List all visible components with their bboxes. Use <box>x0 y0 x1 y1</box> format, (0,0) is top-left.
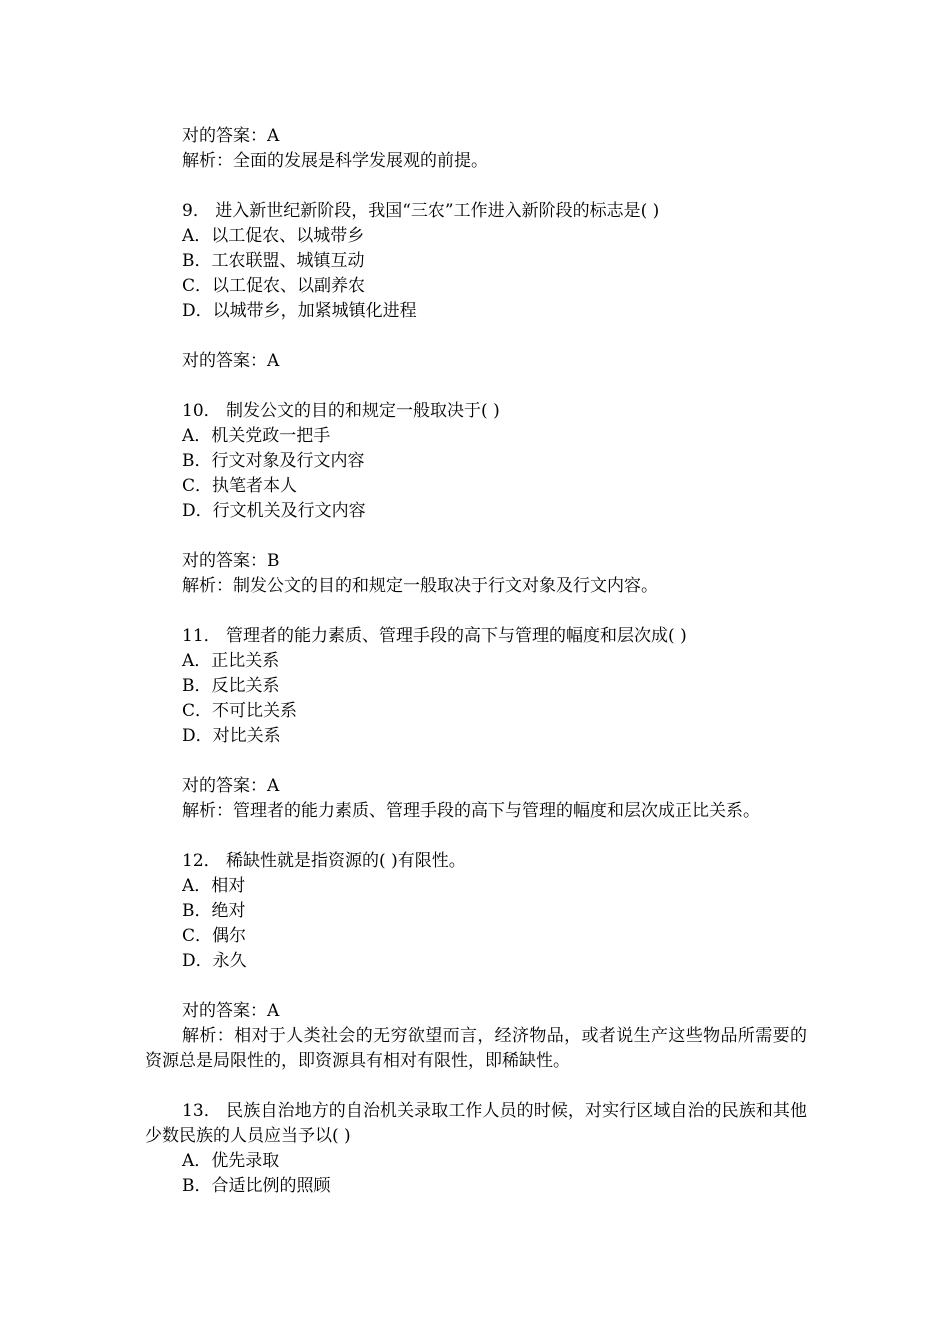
question-11: 11． 管理者的能力素质、管理手段的高下与管理的幅度和层次成( ) <box>182 626 687 646</box>
question-9: 9． 进入新世纪新阶段，我国“三农”工作进入新阶段的标志是( ) <box>182 201 660 221</box>
question-10: 10． 制发公文的目的和规定一般取决于( ) <box>182 401 500 421</box>
analysis-paragraph: 解析：相对于人类社会的无穷欲望而言，经济物品，或者说生产这些物品所需要的资源总是局限性的，即资源具有相对有限性，即稀缺性。 <box>145 1026 807 1071</box>
answer-line: 对的答案：A <box>182 1001 280 1021</box>
spacer <box>145 974 807 999</box>
option-b: B．工农联盟、城镇互动 <box>182 251 365 271</box>
option-c: C．执笔者本人 <box>182 476 298 496</box>
answer-line: 对的答案：A <box>182 351 280 371</box>
spacer <box>145 374 807 399</box>
spacer <box>145 524 807 549</box>
option-a: A．优先录取 <box>182 1151 280 1171</box>
option-a: A．正比关系 <box>182 651 280 671</box>
option-a: A．相对 <box>182 876 246 896</box>
option-c: C．偶尔 <box>182 926 247 946</box>
spacer <box>145 749 807 774</box>
spacer <box>145 824 807 849</box>
option-d: D．以城带乡，加紧城镇化进程 <box>182 301 417 321</box>
analysis-line: 解析：制发公文的目的和规定一般取决于行文对象及行文内容。 <box>182 576 658 596</box>
option-b: B．反比关系 <box>182 676 280 696</box>
analysis-line: 解析：全面的发展是科学发展观的前提。 <box>182 151 488 171</box>
question-12: 12． 稀缺性就是指资源的( )有限性。 <box>182 851 466 871</box>
spacer <box>145 324 807 349</box>
answer-line: 对的答案：B <box>182 551 280 571</box>
option-b: B．绝对 <box>182 901 246 921</box>
option-d: D．永久 <box>182 951 247 971</box>
option-d: D．行文机关及行文内容 <box>182 501 366 521</box>
option-c: C．以工促农、以副养农 <box>182 276 366 296</box>
spacer <box>145 1074 807 1099</box>
analysis-paragraph: 解析：管理者的能力素质、管理手段的高下与管理的幅度和层次成正比关系。 <box>182 801 760 821</box>
question-13: 13． 民族自治地方的自治机关录取工作人员的时候，对实行区域自治的民族和其他少数民族的人员应当予以( ) <box>145 1101 807 1146</box>
option-b: B．合适比例的照顾 <box>182 1176 331 1196</box>
spacer <box>145 174 807 199</box>
option-b: B．行文对象及行文内容 <box>182 451 365 471</box>
option-d: D．对比关系 <box>182 726 281 746</box>
option-c: C．不可比关系 <box>182 701 298 721</box>
answer-line: 对的答案：A <box>182 776 280 796</box>
answer-line: 对的答案：A <box>182 126 280 146</box>
option-a: A．机关党政一把手 <box>182 426 331 446</box>
page-content <box>145 124 807 1199</box>
spacer <box>145 599 807 624</box>
option-a: A．以工促农、以城带乡 <box>182 226 365 246</box>
